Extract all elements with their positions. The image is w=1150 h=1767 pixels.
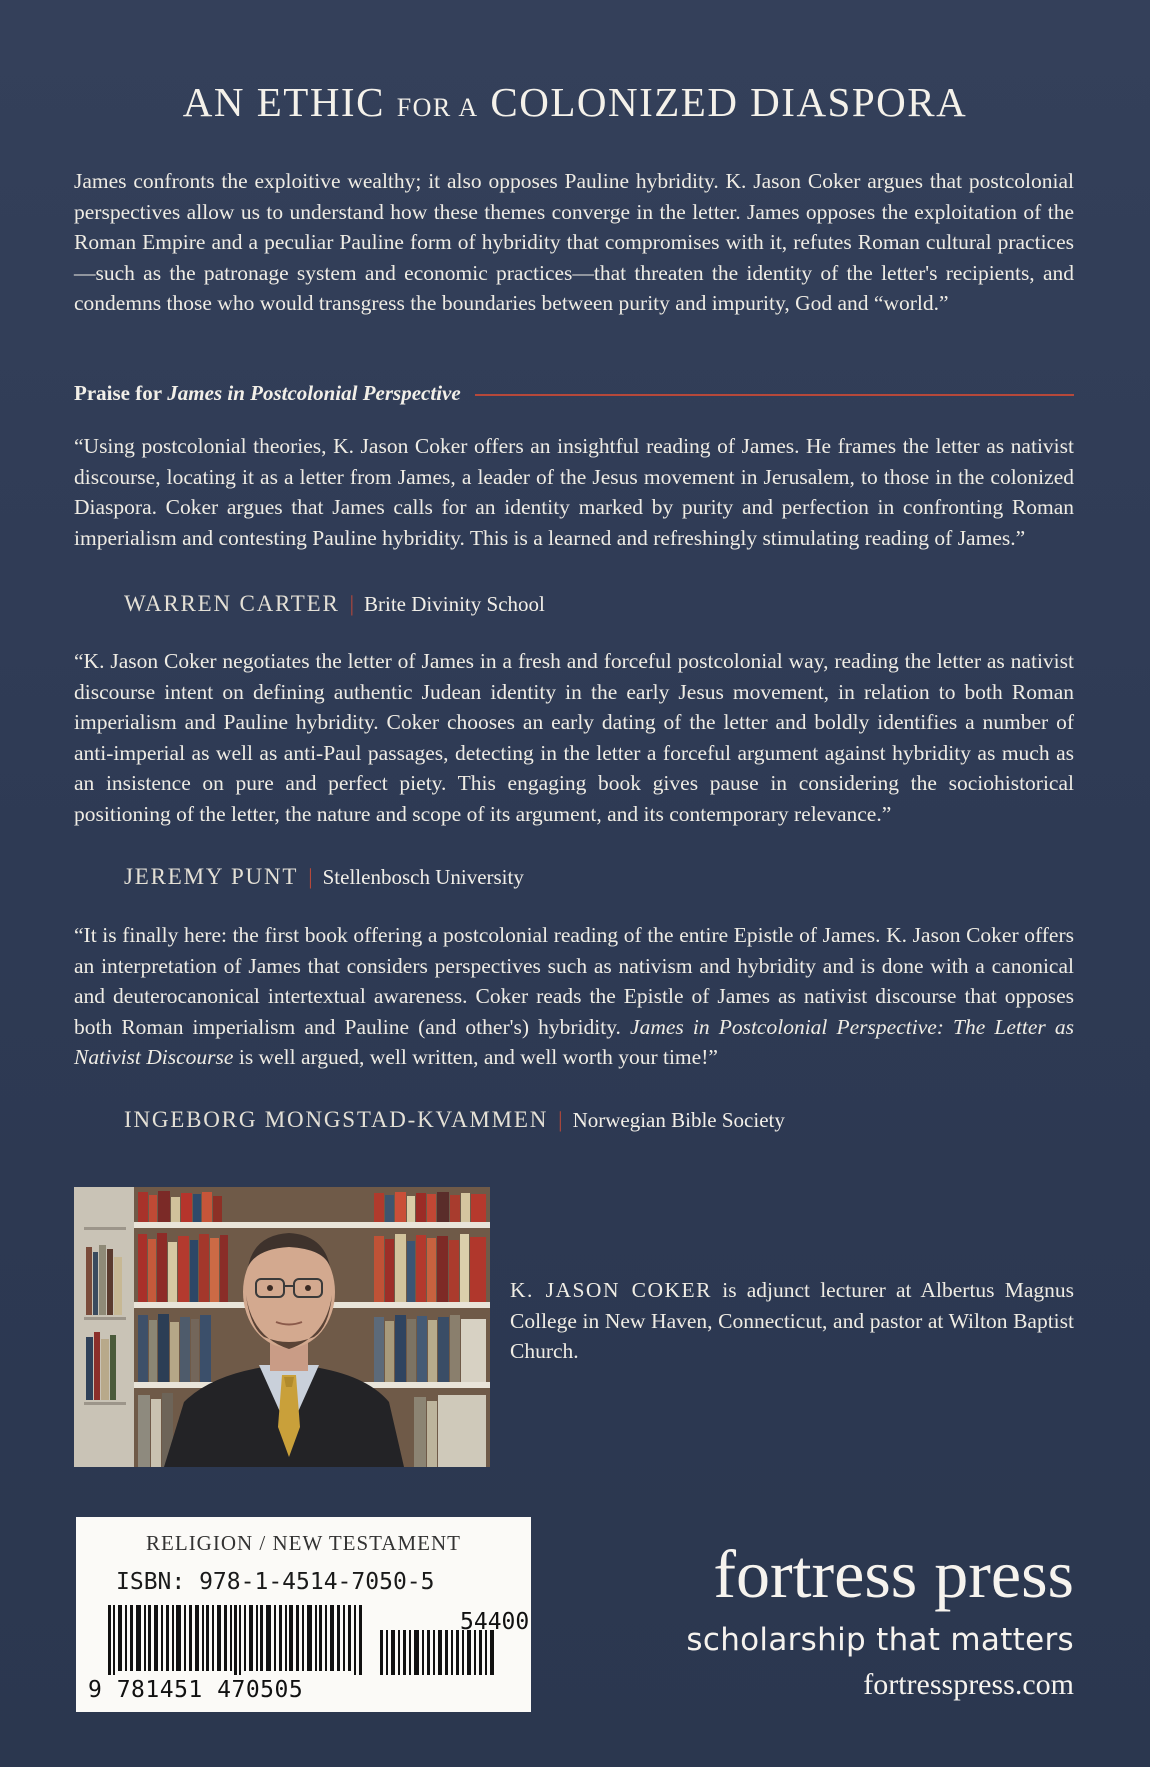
headline-part-3: COLONIZED DIASPORA xyxy=(490,79,968,125)
bio-author-name: K. JASON COKER xyxy=(510,1278,713,1302)
book-description: James confronts the exploitive wealthy; it also opposes Pauline hybridity. K. Jason Coker argues that postcolonial perspectives allow us to understand how these themes converge in the letter. James opposes the exploitation of the Roman Empire and a peculiar Pauline form of hybridity that compromises with it, refutes Roman cultural practices—such as the patronage system and economic practices—that threaten the identity of the letter's recipients, and condemns those who would transgress the boundaries between purity and impurity, God and “world.” xyxy=(74,169,1074,315)
price-code: 54400 xyxy=(460,1609,530,1635)
praise-divider xyxy=(475,394,1074,396)
barcode-number: 9 781451 470505 xyxy=(88,1677,304,1703)
publisher-tagline: scholarship that matters xyxy=(686,1622,1074,1658)
attribution-separator: | xyxy=(308,864,313,889)
isbn-barcode-label xyxy=(76,1517,531,1712)
author-bio xyxy=(510,1275,1074,1367)
attribution-separator: | xyxy=(349,591,355,616)
endorsement-quote-2: “K. Jason Coker negotiates the letter of James in a fresh and forceful postcolonial way, reading the letter as nativist discourse intent on defining authentic Judean identity in the early Jesus movement, in relation to both Roman imperialism and Pauline hybridity. Coker chooses an early dating of the letter and boldly identifies a number of anti-imperial as well as anti-Paul passages, detecting in the letter a forceful argument against hybridity as much as an insistence on pure and perfect piety. This engaging book gives pause in considering the sociohistorical positioning of the letter, the nature and scope of its argument, and its contemporary relevance.” xyxy=(74,649,1074,826)
headline-part-2: FOR A xyxy=(396,93,479,122)
endorser-institution: Stellenbosch University xyxy=(322,865,524,889)
endorsement-attribution-2 xyxy=(124,864,524,890)
endorser-name: JEREMY PUNT xyxy=(124,864,299,889)
quote-text-part-1: “It is finally here: the first book offering a postcolonial reading of the entire Epistle of James. K. Jason Coker offers an interpretation of James that considers perspectives such as nativism and hybridity and is done with a canonical and deuterocanonical intertextual awareness. Coker reads the Epistle of James as nativist discourse that opposes both Roman imperialism and Pauline (and other's) hybridity. xyxy=(74,923,1074,1039)
isbn-text: ISBN: 978-1-4514-7050-5 xyxy=(116,1569,435,1595)
endorser-institution: Norwegian Bible Society xyxy=(572,1108,785,1132)
quote-book-title: James in Postcolonial Perspective: The Letter as Nativist Discourse xyxy=(74,1014,1074,1069)
publisher-name: fortress press xyxy=(713,1536,1074,1612)
endorsement-attribution-3 xyxy=(124,1107,785,1133)
endorser-name: INGEBORG MONGSTAD-KVAMMEN xyxy=(124,1107,549,1132)
headline-part-1: AN ETHIC xyxy=(182,79,385,125)
endorsement-quote-3 xyxy=(74,920,1074,1073)
author-photo xyxy=(74,1187,490,1467)
endorsement-quote-1: “Using postcolonial theories, K. Jason Coker offers an insightful reading of James. He frames the letter as nativist discourse, locating it as a letter from James, a leader of the Jesus movement in Jerusalem, to those in the colonized Diaspora. Coker argues that James calls for an identity marked by purity and perfection in confronting Roman imperialism and contesting Pauline hybridity. This is a learned and refreshingly stimulating reading of James.” xyxy=(74,434,1074,550)
praise-prefix: Praise for James in Postcolonial Perspective xyxy=(74,381,461,405)
praise-heading xyxy=(74,381,1074,406)
bio-text: is adjunct lecturer at Albertus Magnus College in New Haven, Connecticut, and pastor at Wilton Baptist Church. xyxy=(510,1278,1075,1363)
attribution-separator: | xyxy=(558,1107,563,1132)
author-photo-illustration xyxy=(74,1187,490,1467)
endorser-institution: Brite Divinity School xyxy=(364,592,545,616)
cover-headline xyxy=(0,78,1150,126)
subject-category: RELIGION / NEW TESTAMENT xyxy=(146,1531,461,1555)
publisher-url: fortresspress.com xyxy=(863,1668,1074,1701)
publisher-block xyxy=(686,1536,1074,1702)
quote-text-part-2: is well argued, well written, and well worth your time!” xyxy=(238,1045,718,1069)
endorsement-attribution-1 xyxy=(124,591,545,617)
praise-book-title: James in Postcolonial Perspective xyxy=(167,381,461,405)
endorser-name: WARREN CARTER xyxy=(124,591,340,616)
